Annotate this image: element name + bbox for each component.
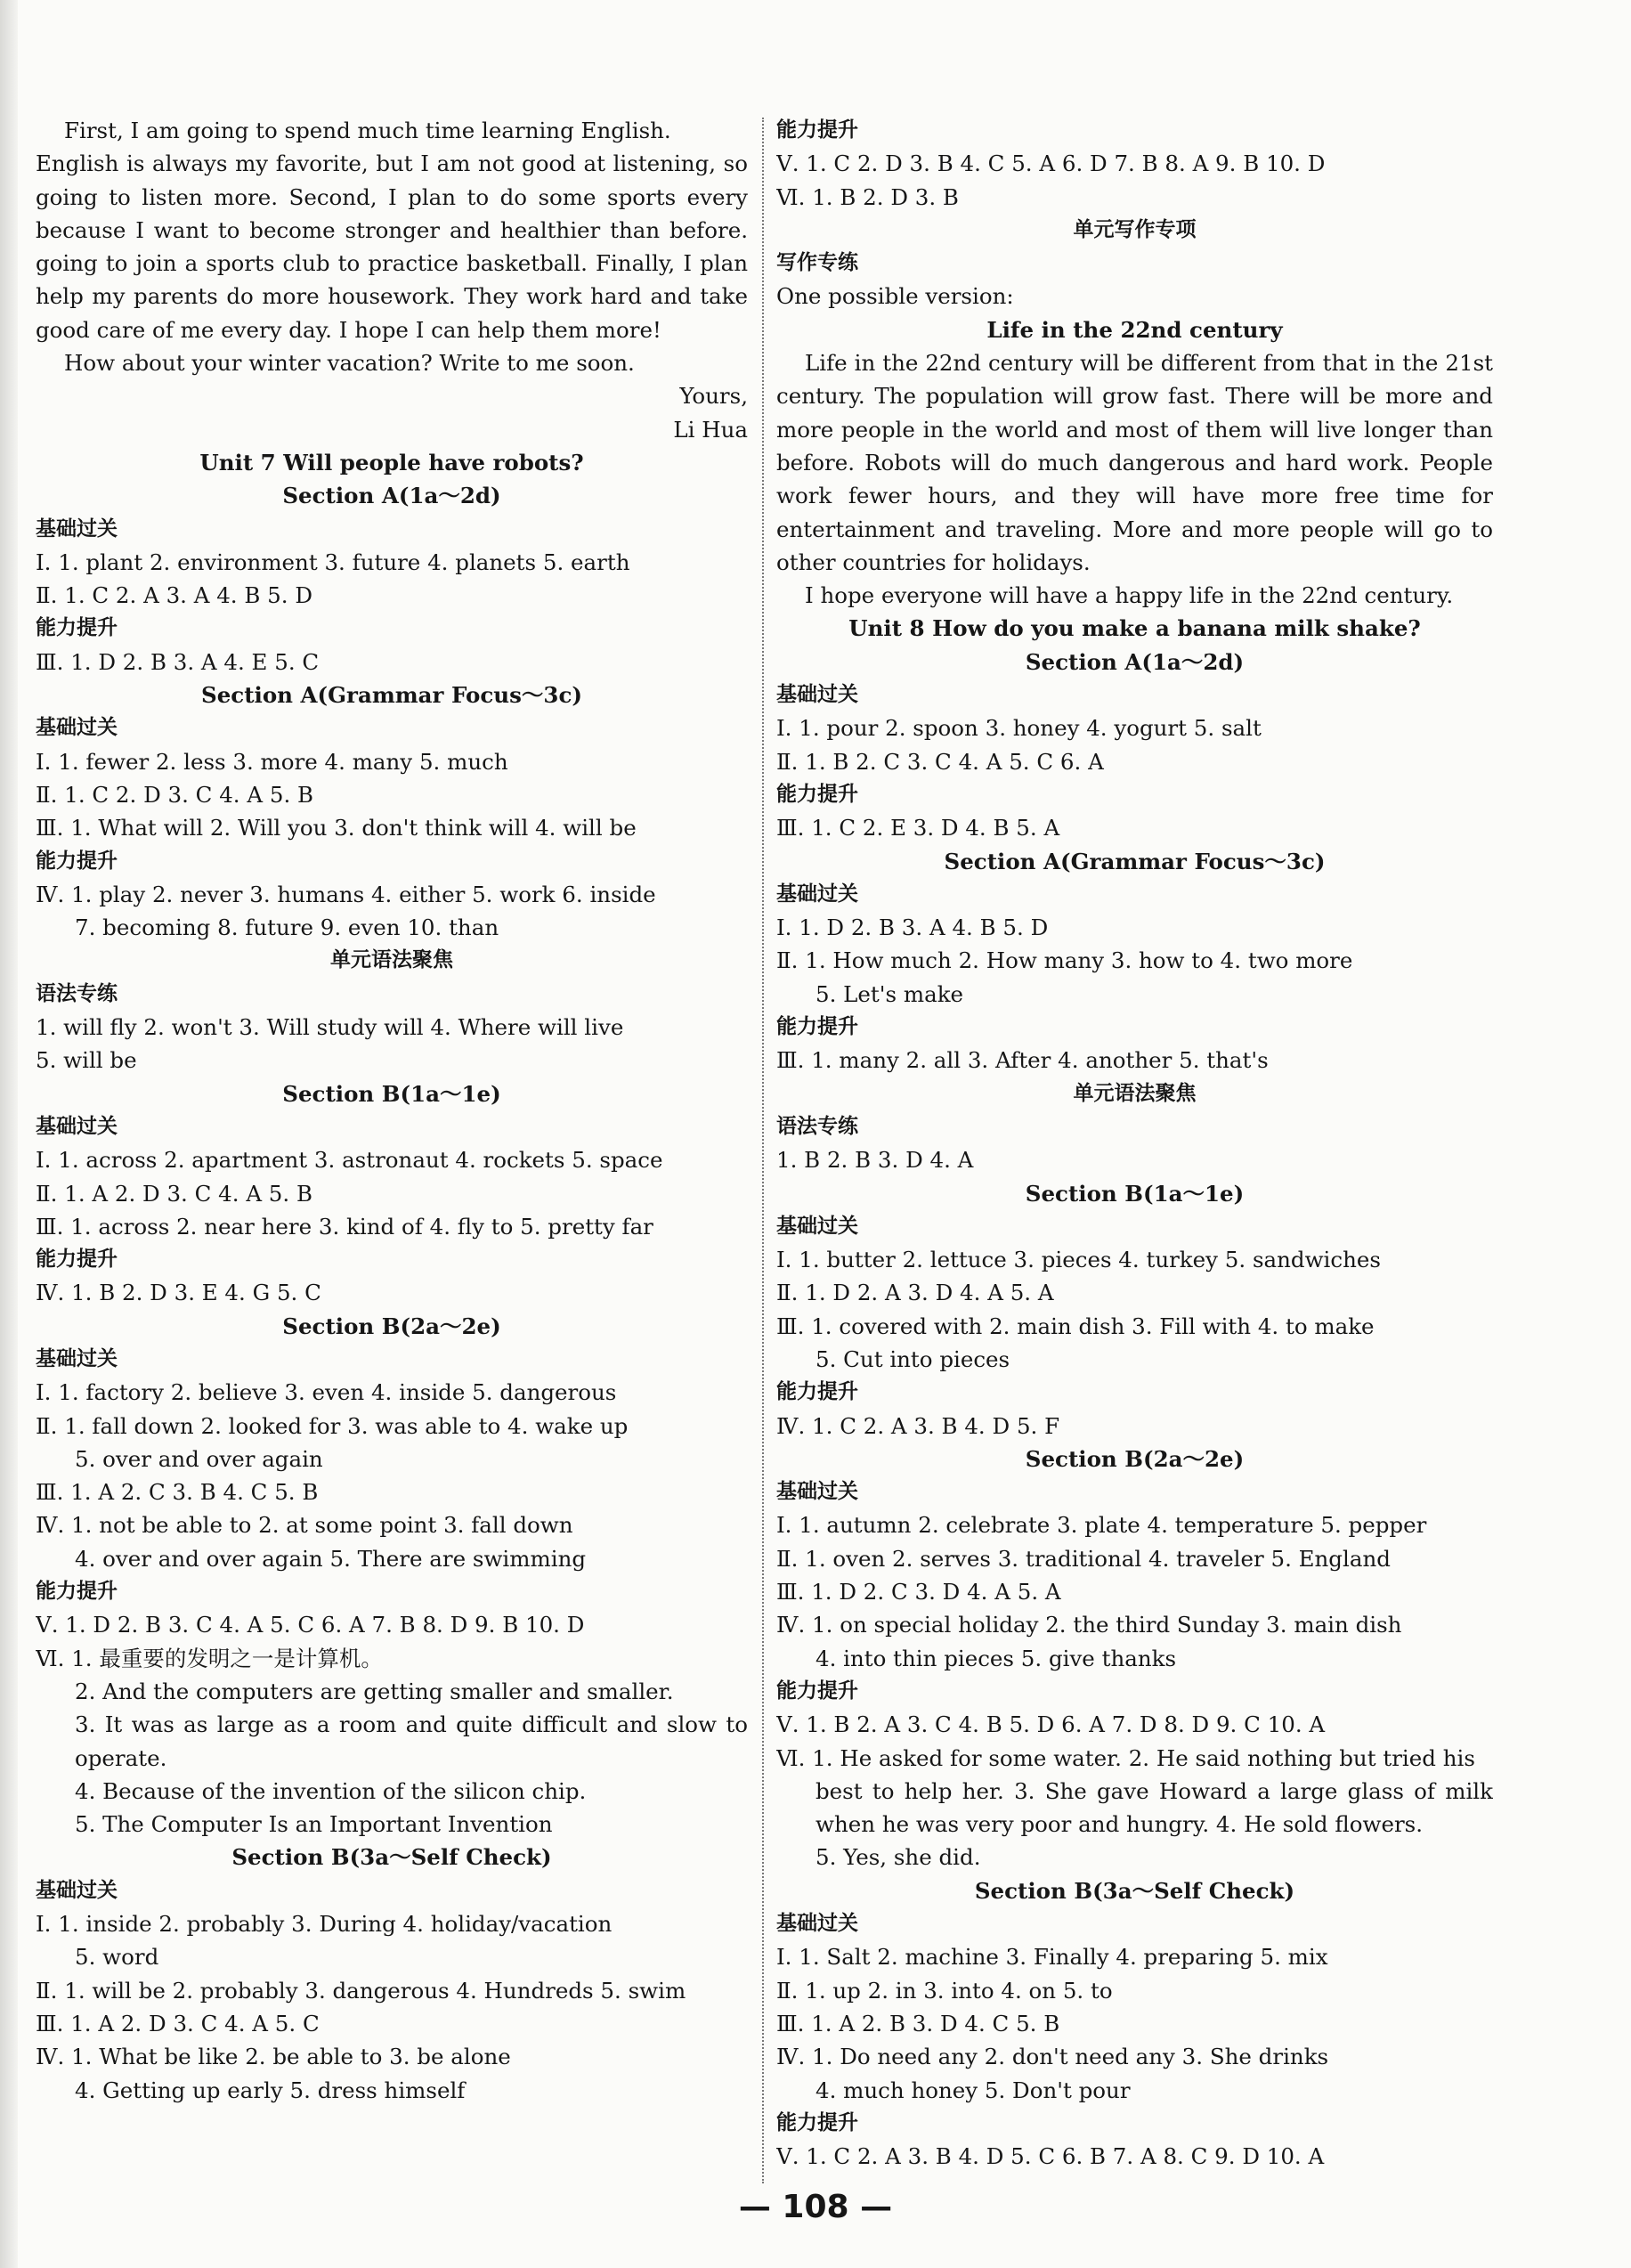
section-heading: Section A(Grammar Focus～3c) (201, 682, 582, 709)
exercise-category-label: 能力提升 (36, 616, 118, 640)
exercise-category-label: 基础过关 (776, 1912, 858, 1936)
answer-line: when he was very poor and hungry. 4. He sold flowers. (816, 1811, 1424, 1838)
answer-line: 5. word (75, 1944, 159, 1971)
answer-line: 1. will fly 2. won't 3. Will study will 4. Where will live (36, 1014, 624, 1041)
exercise-category-label: 基础过关 (776, 882, 858, 906)
exercise-category-label: 能力提升 (776, 782, 858, 806)
answer-line: Ⅱ. 1. D 2. A 3. D 4. A 5. A (776, 1280, 1054, 1306)
exercise-category-label: 能力提升 (776, 2110, 858, 2134)
exercise-category-label: 基础过关 (776, 1480, 858, 1504)
answer-line: other countries for holidays. (776, 549, 1091, 575)
section-heading: Section B(1a～1e) (282, 1080, 501, 1107)
answer-line: Ⅳ. 1. on special holiday 2. the third Sunday 3. main dish (776, 1612, 1402, 1638)
section-heading: 单元语法聚焦 (1073, 1081, 1197, 1105)
section-heading: Section B(2a～2e) (1025, 1445, 1245, 1472)
answer-line: Ⅱ. 1. B 2. C 3. C 4. A 5. C 6. A (776, 748, 1104, 775)
answer-line: Ⅳ. 1. Do need any 2. don't need any 3. She drinks (776, 2044, 1329, 2070)
answer-line: Ⅱ. 1. How much 2. How many 3. how to 4. two more (776, 947, 1353, 974)
answer-line: Ⅵ. 1. 最重要的发明之一是计算机。 (36, 1645, 383, 1671)
answer-line: Ⅲ. 1. D 2. B 3. A 4. E 5. C (36, 648, 320, 675)
exercise-category-label: 能力提升 (36, 1580, 118, 1604)
answer-line: 4. much honey 5. Don't pour (816, 2077, 1131, 2103)
paragraph-line: I hope everyone will have a happy life in the 22nd century. (805, 582, 1454, 609)
answer-line: Ⅴ. 1. C 2. A 3. B 4. D 5. C 6. B 7. A 8. C 9. D 10. A (776, 2143, 1325, 2170)
answer-line: Ⅵ. 1. He asked for some water. 2. He said nothing but tried his (776, 1744, 1475, 1771)
paragraph-line: going to listen more. Second, I plan to do some sports every (36, 183, 748, 210)
answer-line: 4. into thin pieces 5. give thanks (816, 1645, 1177, 1671)
answer-line: 1. B 2. B 3. D 4. A (776, 1147, 974, 1174)
answer-line: 3. It was as large as a room and quite difficult and slow to (75, 1711, 748, 1738)
answer-line: 5. over and over again (75, 1445, 323, 1472)
answer-line: Ⅰ. 1. butter 2. lettuce 3. pieces 4. turkey 5. sandwiches (776, 1247, 1381, 1273)
exercise-category-label: 能力提升 (36, 1248, 118, 1272)
answer-line: Ⅳ. 1. play 2. never 3. humans 4. either 5. work 6. inside (36, 881, 656, 907)
answer-line: One possible version: (776, 283, 1014, 310)
exercise-category-label: 基础过关 (36, 516, 118, 541)
answer-line: Ⅱ. 1. fall down 2. looked for 3. was able to 4. wake up (36, 1412, 629, 1439)
section-heading: Unit 8 How do you make a banana milk shake? (848, 615, 1421, 642)
answer-line: 5. will be (36, 1047, 137, 1074)
paragraph-line: First, I am going to spend much time learning English. (64, 118, 671, 143)
answer-line: Ⅰ. 1. pour 2. spoon 3. honey 4. yogurt 5. salt (776, 715, 1262, 742)
paragraph-line: century. The population will grow fast. There will be more and (776, 383, 1493, 410)
paragraph-line: entertainment and traveling. More and more people will go to (776, 516, 1493, 542)
section-heading: Section A(Grammar Focus～3c) (944, 848, 1326, 874)
answer-line: Ⅱ. 1. will be 2. probably 3. dangerous 4. Hundreds 5. swim (36, 1977, 686, 2004)
exercise-category-label: 基础过关 (36, 1114, 118, 1138)
answer-line: Ⅴ. 1. C 2. D 3. B 4. C 5. A 6. D 7. B 8. A 9. B 10. D (776, 150, 1326, 177)
answer-line: Ⅲ. 1. many 2. all 3. After 4. another 5. that's (776, 1047, 1269, 1074)
answer-line: Ⅰ. 1. across 2. apartment 3. astronaut 4. rockets 5. space (36, 1147, 663, 1174)
paragraph-line: because I want to become stronger and healthier than before. (36, 216, 748, 243)
exercise-category-label: 能力提升 (36, 849, 118, 873)
paragraph-line: help my parents do more housework. They work hard and take (36, 283, 748, 310)
answer-line: 4. Getting up early 5. dress himself (75, 2077, 466, 2103)
answer-line: Ⅲ. 1. What will 2. Will you 3. don't think will 4. will be (36, 815, 637, 841)
section-heading: Section A(1a～2d) (1025, 648, 1245, 675)
section-heading: Section B(2a～2e) (282, 1313, 501, 1339)
exercise-category-label: 基础过关 (36, 1346, 118, 1370)
answer-line: 7. becoming 8. future 9. even 10. than (75, 915, 499, 941)
answer-line: Ⅲ. 1. C 2. E 3. D 4. B 5. A (776, 815, 1060, 841)
paragraph-line: going to join a sports club to practice basketball. Finally, I plan (36, 250, 748, 277)
page-binding-edge (0, 0, 18, 2268)
answer-line: Ⅰ. 1. fewer 2. less 3. more 4. many 5. much (36, 748, 508, 775)
section-heading: Life in the 22nd century (986, 316, 1283, 343)
answer-line: Ⅴ. 1. B 2. A 3. C 4. B 5. D 6. A 7. D 8. D 9. C 10. A (776, 1711, 1326, 1738)
exercise-category-label: 能力提升 (776, 1015, 858, 1039)
answer-line: Ⅲ. 1. covered with 2. main dish 3. Fill with 4. to make (776, 1313, 1375, 1339)
paragraph-line: more people in the world and most of them will live longer than (776, 416, 1493, 443)
answer-line: Ⅳ. 1. not be able to 2. at some point 3. fall down (36, 1512, 573, 1539)
exercise-category-label: 基础过关 (776, 683, 858, 707)
answer-line: Ⅲ. 1. A 2. C 3. B 4. C 5. B (36, 1479, 319, 1506)
column-divider (762, 118, 764, 2183)
answer-line: Ⅲ. 1. A 2. B 3. D 4. C 5. B (776, 2010, 1060, 2036)
paragraph-line: How about your winter vacation? Write to me soon. (64, 350, 635, 377)
paragraph-line: before. Robots will do much dangerous and hard work. People (776, 449, 1493, 476)
answer-line: 5. Let's make (816, 980, 964, 1007)
answer-line: Ⅱ. 1. up 2. in 3. into 4. on 5. to (776, 1977, 1113, 2004)
answer-line: 4. Because of the invention of the silicon chip. (75, 1777, 587, 1804)
signature-line: Li Hua (673, 416, 748, 443)
answer-line: Ⅲ. 1. D 2. C 3. D 4. A 5. A (776, 1579, 1061, 1605)
answer-line: Ⅰ. 1. Salt 2. machine 3. Finally 4. preparing 5. mix (776, 1944, 1328, 1971)
answer-line: 4. over and over again 5. There are swimming (75, 1545, 587, 1572)
answer-line: Ⅰ. 1. plant 2. environment 3. future 4. planets 5. earth (36, 549, 630, 575)
answer-line: Ⅰ. 1. inside 2. probably 3. During 4. holiday/vacation (36, 1911, 613, 1938)
exercise-category-label: 基础过关 (36, 716, 118, 740)
page-number: — 108 — (738, 2189, 893, 2225)
section-heading: Section A(1a～2d) (282, 483, 501, 509)
answer-line: Ⅳ. 1. What be like 2. be able to 3. be alone (36, 2044, 511, 2070)
right-column (776, 114, 1493, 2173)
section-heading: 单元语法聚焦 (330, 948, 453, 972)
paragraph-line: work fewer hours, and they will have more free time for (776, 483, 1493, 509)
section-heading: 单元写作专项 (1073, 217, 1197, 241)
paragraph-line: Life in the 22nd century will be different from that in the 21st (805, 350, 1493, 377)
exercise-category-label: 基础过关 (36, 1878, 118, 1902)
exercise-category-label: 基础过关 (776, 1214, 858, 1238)
answer-line: good care of me every day. I hope I can help them more! (36, 316, 661, 343)
answer-line: Ⅱ. 1. C 2. D 3. C 4. A 5. B (36, 781, 314, 808)
exercise-category-label: 能力提升 (776, 1679, 858, 1703)
paragraph-line: English is always my favorite, but I am not good at listening, so (36, 150, 748, 177)
signature-line: Yours, (679, 383, 748, 410)
answer-line: best to help her. 3. She gave Howard a large glass of milk (816, 1777, 1493, 1804)
answer-line: Ⅰ. 1. autumn 2. celebrate 3. plate 4. temperature 5. pepper (776, 1512, 1427, 1539)
section-heading: Unit 7 Will people have robots? (199, 449, 584, 476)
answer-line: Ⅴ. 1. D 2. B 3. C 4. A 5. C 6. A 7. B 8. D 9. B 10. D (36, 1612, 585, 1638)
section-heading: Section B(3a～Self Check) (974, 1877, 1295, 1904)
answer-line: Ⅲ. 1. across 2. near here 3. kind of 4. fly to 5. pretty far (36, 1213, 653, 1240)
answer-line: Ⅳ. 1. B 2. D 3. E 4. G 5. C (36, 1280, 321, 1306)
section-heading: Section B(1a～1e) (1025, 1180, 1245, 1207)
left-column (36, 114, 748, 2107)
answer-line: Ⅱ. 1. oven 2. serves 3. traditional 4. traveler 5. England (776, 1545, 1391, 1572)
exercise-category-label: 能力提升 (776, 118, 858, 142)
answer-line: 5. Cut into pieces (816, 1345, 1010, 1372)
exercise-category-label: 能力提升 (776, 1380, 858, 1404)
answer-line: 5. The Computer Is an Important Invention (75, 1811, 553, 1838)
answer-line: Ⅳ. 1. C 2. A 3. B 4. D 5. F (776, 1412, 1060, 1439)
exercise-category-label: 语法专练 (36, 981, 118, 1005)
section-heading: Section B(3a～Self Check) (231, 1844, 552, 1871)
answer-line: Ⅱ. 1. A 2. D 3. C 4. A 5. B (36, 1180, 312, 1207)
answer-line: Ⅰ. 1. factory 2. believe 3. even 4. inside 5. dangerous (36, 1379, 617, 1406)
answer-line: 2. And the computers are getting smaller and smaller. (75, 1678, 674, 1704)
answer-line: operate. (75, 1744, 167, 1771)
answer-line: Ⅲ. 1. A 2. D 3. C 4. A 5. C (36, 2010, 320, 2036)
answer-line: Ⅰ. 1. D 2. B 3. A 4. B 5. D (776, 915, 1049, 941)
answer-line: Ⅵ. 1. B 2. D 3. B (776, 183, 959, 210)
answer-line: Ⅱ. 1. C 2. A 3. A 4. B 5. D (36, 582, 312, 609)
answer-line: 5. Yes, she did. (816, 1844, 981, 1871)
exercise-category-label: 语法专练 (776, 1114, 858, 1138)
exercise-category-label: 写作专练 (776, 251, 858, 275)
